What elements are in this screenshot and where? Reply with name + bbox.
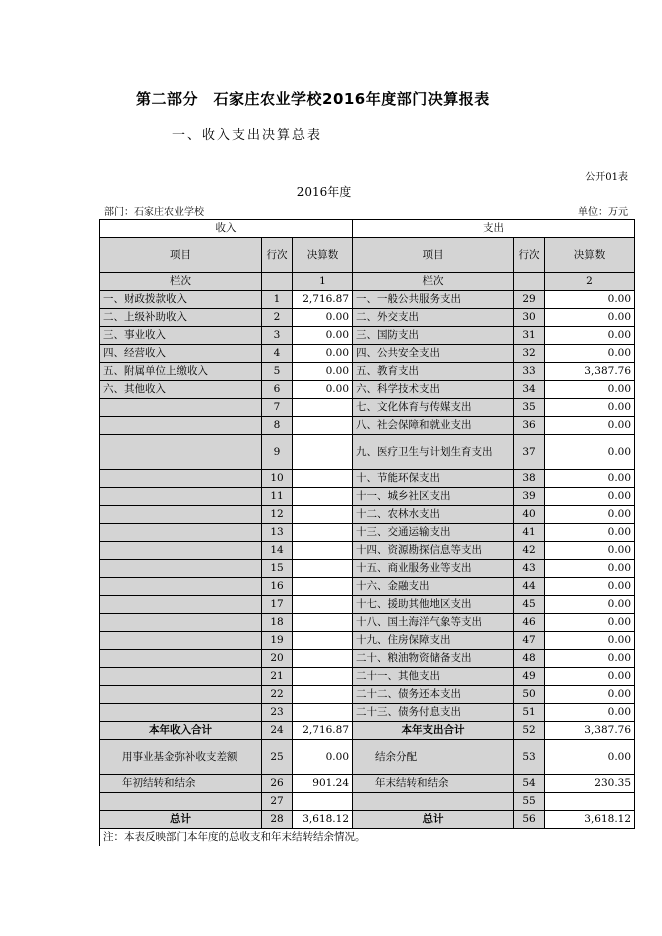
empty-cell: [262, 273, 293, 291]
grand-income-label: 总计: [100, 811, 262, 829]
income-col-label: 栏次: [100, 273, 262, 291]
table-row: [100, 560, 635, 578]
expense-value: 0.00: [545, 686, 635, 704]
begin-balance-value: 901.24: [293, 775, 353, 793]
expense-line: 46: [514, 614, 545, 632]
expense-value: 0.00: [545, 650, 635, 668]
table-row: [100, 470, 635, 488]
empty-cell: [100, 793, 262, 811]
empty-cell: [293, 793, 353, 811]
expense-item: 二十、粮油物资储备支出: [353, 650, 514, 668]
expense-total-value: 3,387.76: [545, 722, 635, 740]
end-balance-value: 230.35: [545, 775, 635, 793]
expense-line: 36: [514, 417, 545, 435]
expense-item-header: 项目: [353, 238, 514, 273]
expense-value: 0.00: [545, 632, 635, 650]
income-expense-table: [99, 219, 635, 846]
income-line: 1: [262, 291, 293, 309]
expense-value: 0.00: [545, 668, 635, 686]
report-year: 2016年度: [296, 185, 352, 199]
income-line: 5: [262, 363, 293, 381]
expense-line: 45: [514, 596, 545, 614]
grand-expense-value: 3,618.12: [545, 811, 635, 829]
note-row: [100, 829, 635, 847]
surplus-dist-label: 结余分配: [353, 740, 514, 775]
income-item: [100, 668, 262, 686]
blank-left-line: 27: [262, 793, 293, 811]
fund-offset-line: 25: [262, 740, 293, 775]
expense-value: 0.00: [545, 399, 635, 417]
income-value: [293, 668, 353, 686]
expense-item: 二、外交支出: [353, 309, 514, 327]
expense-value: 0.00: [545, 345, 635, 363]
income-line: 22: [262, 686, 293, 704]
expense-line-header: 行次: [514, 238, 545, 273]
income-line: 17: [262, 596, 293, 614]
income-value: [293, 435, 353, 470]
expense-item: 十四、资源勘探信息等支出: [353, 542, 514, 560]
begin-balance-label: 年初结转和结余: [100, 775, 262, 793]
income-value: [293, 614, 353, 632]
expense-line: 48: [514, 650, 545, 668]
expense-value: 0.00: [545, 578, 635, 596]
income-line: 20: [262, 650, 293, 668]
expense-item: 三、国防支出: [353, 327, 514, 345]
expense-col-number: 2: [545, 273, 635, 291]
income-value: 0.00: [293, 309, 353, 327]
grand-income-value: 3,618.12: [293, 811, 353, 829]
expense-line: 38: [514, 470, 545, 488]
income-item: [100, 506, 262, 524]
expense-value: 0.00: [545, 596, 635, 614]
income-item: [100, 470, 262, 488]
table-row: [100, 363, 635, 381]
expense-value: 0.00: [545, 327, 635, 345]
expense-value: 0.00: [545, 381, 635, 399]
department-label: 部门：石家庄农业学校: [104, 207, 204, 218]
expense-value: 0.00: [545, 560, 635, 578]
expense-value: 0.00: [545, 417, 635, 435]
expense-line: 39: [514, 488, 545, 506]
expense-item: 二十二、债务还本支出: [353, 686, 514, 704]
expense-section-header: 支出: [353, 220, 635, 238]
table-row: [100, 704, 635, 722]
income-value: [293, 578, 353, 596]
surplus-dist-line: 53: [514, 740, 545, 775]
table-row: [100, 632, 635, 650]
table-note: 注：本表反映部门本年度的总收支和年末结转结余情况。: [100, 829, 635, 847]
expense-line: 50: [514, 686, 545, 704]
section-header-row: [100, 220, 635, 238]
income-value: [293, 417, 353, 435]
income-value: 2,716.87: [293, 291, 353, 309]
income-line: 23: [262, 704, 293, 722]
expense-line: 42: [514, 542, 545, 560]
expense-value: 0.00: [545, 488, 635, 506]
income-line: 3: [262, 327, 293, 345]
expense-amount-header: 决算数: [545, 238, 635, 273]
income-value: [293, 686, 353, 704]
form-number: 公开01表: [585, 172, 628, 183]
expense-item: 十二、农林水支出: [353, 506, 514, 524]
expense-item: 十八、国土海洋气象等支出: [353, 614, 514, 632]
expense-value: 3,387.76: [545, 363, 635, 381]
income-line: 16: [262, 578, 293, 596]
expense-line: 32: [514, 345, 545, 363]
blank-row: [100, 793, 635, 811]
expense-line: 41: [514, 524, 545, 542]
page-title: 第二部分 石家庄农业学校2016年度部门决算报表: [136, 90, 490, 108]
income-line: 2: [262, 309, 293, 327]
income-item: [100, 560, 262, 578]
table-row: [100, 524, 635, 542]
table-row: [100, 542, 635, 560]
table-row: [100, 668, 635, 686]
income-item: 六、其他收入: [100, 381, 262, 399]
income-item: 五、附属单位上缴收入: [100, 363, 262, 381]
income-item: [100, 614, 262, 632]
income-value: [293, 560, 353, 578]
expense-line: 34: [514, 381, 545, 399]
expense-line: 49: [514, 668, 545, 686]
expense-value: 0.00: [545, 435, 635, 470]
table-row: [100, 596, 635, 614]
income-value: 0.00: [293, 363, 353, 381]
expense-item: 十九、住房保障支出: [353, 632, 514, 650]
income-line: 7: [262, 399, 293, 417]
column-header-row: [100, 238, 635, 273]
table-row: [100, 488, 635, 506]
blank-right-line: 55: [514, 793, 545, 811]
income-item: [100, 435, 262, 470]
expense-item: 十一、城乡社区支出: [353, 488, 514, 506]
grand-expense-label: 总计: [353, 811, 514, 829]
table-row: [100, 578, 635, 596]
expense-value: 0.00: [545, 704, 635, 722]
income-item: 四、经营收入: [100, 345, 262, 363]
expense-line: 30: [514, 309, 545, 327]
income-total-line: 24: [262, 722, 293, 740]
expense-line: 44: [514, 578, 545, 596]
income-value: [293, 596, 353, 614]
income-item: [100, 399, 262, 417]
expense-line: 40: [514, 506, 545, 524]
income-item: 二、上级补助收入: [100, 309, 262, 327]
table-row: [100, 614, 635, 632]
income-item: 一、财政拨款收入: [100, 291, 262, 309]
page-subtitle: 一、收入支出决算总表: [172, 128, 323, 143]
income-line: 11: [262, 488, 293, 506]
expense-item: 二十三、债务付息支出: [353, 704, 514, 722]
income-value: [293, 650, 353, 668]
table-row: [100, 506, 635, 524]
expense-value: 0.00: [545, 309, 635, 327]
annual-total-row: [100, 722, 635, 740]
expense-line: 29: [514, 291, 545, 309]
column-number-row: [100, 273, 635, 291]
income-item: [100, 488, 262, 506]
end-balance-label: 年末结转和结余: [353, 775, 514, 793]
expense-total-line: 52: [514, 722, 545, 740]
expense-value: 0.00: [545, 542, 635, 560]
income-item: [100, 417, 262, 435]
income-line: 9: [262, 435, 293, 470]
income-item: [100, 596, 262, 614]
income-section-header: 收入: [100, 220, 353, 238]
empty-cell: [545, 793, 635, 811]
table-row: [100, 417, 635, 435]
expense-item: 十五、商业服务业等支出: [353, 560, 514, 578]
expense-item: 四、公共安全支出: [353, 345, 514, 363]
grand-total-row: [100, 811, 635, 829]
fund-offset-value: 0.00: [293, 740, 353, 775]
income-line: 13: [262, 524, 293, 542]
expense-item: 九、医疗卫生与计划生育支出: [353, 435, 514, 470]
income-item: [100, 632, 262, 650]
expense-item: 二十一、其他支出: [353, 668, 514, 686]
income-value: 0.00: [293, 381, 353, 399]
fund-offset-row: [100, 740, 635, 775]
table-row: [100, 291, 635, 309]
table-row: [100, 435, 635, 470]
income-item: 三、事业收入: [100, 327, 262, 345]
income-total-value: 2,716.87: [293, 722, 353, 740]
income-item: [100, 524, 262, 542]
income-col-number: 1: [293, 273, 353, 291]
expense-value: 0.00: [545, 291, 635, 309]
income-item: [100, 542, 262, 560]
income-total-label: 本年收入合计: [100, 722, 262, 740]
income-amount-header: 决算数: [293, 238, 353, 273]
income-line: 19: [262, 632, 293, 650]
income-line: 4: [262, 345, 293, 363]
fund-offset-label: 用事业基金弥补收支差额: [100, 740, 262, 775]
expense-value: 0.00: [545, 470, 635, 488]
end-balance-line: 54: [514, 775, 545, 793]
income-value: [293, 542, 353, 560]
income-line-header: 行次: [262, 238, 293, 273]
income-item: [100, 650, 262, 668]
income-value: [293, 470, 353, 488]
table-row: [100, 309, 635, 327]
expense-line: 37: [514, 435, 545, 470]
income-value: 0.00: [293, 327, 353, 345]
expense-total-label: 本年支出合计: [353, 722, 514, 740]
expense-line: 31: [514, 327, 545, 345]
income-line: 15: [262, 560, 293, 578]
expense-line: 33: [514, 363, 545, 381]
begin-balance-line: 26: [262, 775, 293, 793]
income-item: [100, 686, 262, 704]
table-row: [100, 650, 635, 668]
expense-value: 0.00: [545, 506, 635, 524]
income-item: [100, 578, 262, 596]
expense-line: 51: [514, 704, 545, 722]
income-line: 14: [262, 542, 293, 560]
expense-item: 一、一般公共服务支出: [353, 291, 514, 309]
empty-cell: [514, 273, 545, 291]
income-value: [293, 632, 353, 650]
income-line: 6: [262, 381, 293, 399]
income-item-header: 项目: [100, 238, 262, 273]
income-value: [293, 488, 353, 506]
expense-value: 0.00: [545, 614, 635, 632]
expense-line: 35: [514, 399, 545, 417]
expense-line: 43: [514, 560, 545, 578]
table-row: [100, 686, 635, 704]
income-line: 21: [262, 668, 293, 686]
surplus-dist-value: 0.00: [545, 740, 635, 775]
income-line: 8: [262, 417, 293, 435]
expense-item: 六、科学技术支出: [353, 381, 514, 399]
income-line: 12: [262, 506, 293, 524]
expense-item: 七、文化体育与传媒支出: [353, 399, 514, 417]
expense-value: 0.00: [545, 524, 635, 542]
income-value: [293, 704, 353, 722]
income-line: 10: [262, 470, 293, 488]
empty-cell: [353, 793, 514, 811]
unit-label: 单位：万元: [578, 207, 628, 218]
expense-item: 十三、交通运输支出: [353, 524, 514, 542]
table-body-rows: [100, 291, 635, 722]
income-value: [293, 399, 353, 417]
table-row: [100, 327, 635, 345]
income-value: [293, 506, 353, 524]
expense-item: 十六、金融支出: [353, 578, 514, 596]
table-row: [100, 345, 635, 363]
expense-item: 八、社会保障和就业支出: [353, 417, 514, 435]
expense-col-label: 栏次: [353, 273, 514, 291]
expense-item: 五、教育支出: [353, 363, 514, 381]
table-row: [100, 399, 635, 417]
income-value: [293, 524, 353, 542]
income-line: 18: [262, 614, 293, 632]
table-row: [100, 381, 635, 399]
expense-item: 十、节能环保支出: [353, 470, 514, 488]
expense-item: 十七、援助其他地区支出: [353, 596, 514, 614]
expense-line: 47: [514, 632, 545, 650]
grand-income-line: 28: [262, 811, 293, 829]
income-value: 0.00: [293, 345, 353, 363]
balance-row: [100, 775, 635, 793]
grand-expense-line: 56: [514, 811, 545, 829]
income-item: [100, 704, 262, 722]
